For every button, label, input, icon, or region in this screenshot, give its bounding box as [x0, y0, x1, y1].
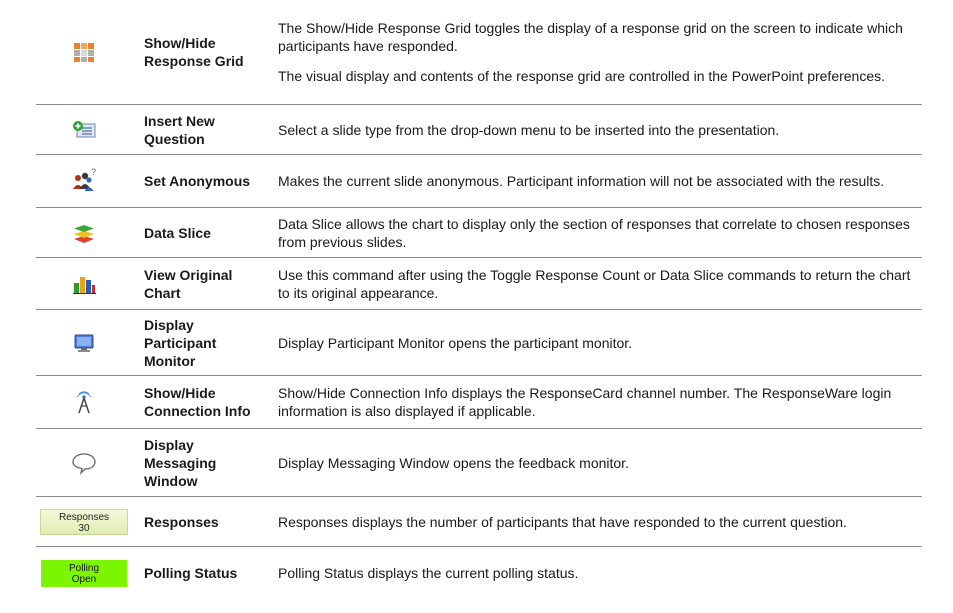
table-row — [36, 0, 922, 105]
svg-text:?: ? — [91, 167, 97, 177]
insert-question-icon — [36, 116, 132, 144]
description-paragraph: The visual display and contents of the response grid are controlled in the PowerPoint preferences. — [278, 68, 886, 84]
description-paragraph: Show/Hide Connection Info displays the ResponseCard channel number. The ResponseWare login information is also displayed if applicable. — [278, 385, 892, 419]
command-description — [270, 334, 922, 352]
description-paragraph: Display Messaging Window opens the feedback monitor. — [278, 454, 629, 471]
table-row — [36, 105, 922, 155]
command-name: Polling Status — [144, 565, 238, 581]
polling-status-indicator — [36, 560, 132, 587]
table-row — [36, 547, 922, 599]
command-description — [270, 19, 922, 85]
polling-badge — [41, 560, 127, 587]
table-row — [36, 208, 922, 258]
badge-label: Polling — [68, 562, 100, 574]
table-row — [36, 155, 922, 208]
command-name: Show/Hide Connection Info — [144, 385, 251, 419]
response-grid-icon — [36, 38, 132, 66]
table-row — [36, 258, 922, 310]
command-description — [270, 564, 922, 582]
command-description — [270, 121, 922, 139]
description-paragraph: Select a slide type from the drop-down menu to be inserted into the presentation. — [278, 121, 780, 138]
command-reference-table — [36, 0, 922, 599]
description-paragraph: The Show/Hide Response Grid toggles the display of a response grid on the screen to indicate which participants have responded. — [278, 20, 903, 54]
description-paragraph: Responses displays the number of participants that have responded to the current question. — [278, 513, 847, 530]
bar-chart-icon — [36, 270, 132, 298]
command-name: Insert New Question — [144, 112, 215, 147]
monitor-icon — [36, 329, 132, 357]
command-name: View Original Chart — [144, 266, 233, 301]
responses-counter — [36, 509, 132, 535]
table-row — [36, 310, 922, 376]
command-name: Show/Hide Response Grid — [144, 35, 244, 69]
responses-badge — [40, 509, 128, 535]
anonymous-people-icon — [36, 167, 132, 195]
command-name: Display Messaging Window — [144, 436, 217, 489]
command-description — [270, 266, 922, 302]
command-description — [270, 384, 922, 420]
description-paragraph: Use this command after using the Toggle Response Count or Data Slice commands to return the chart to its original appearance. — [278, 266, 911, 301]
table-row — [36, 376, 922, 429]
table-row — [36, 429, 922, 497]
command-description — [270, 172, 922, 190]
description-paragraph: Display Participant Monitor opens the participant monitor. — [278, 334, 633, 351]
data-slice-layers-icon — [36, 219, 132, 247]
command-name: Display Participant Monitor — [144, 316, 217, 369]
command-description — [270, 454, 922, 472]
badge-value: 30 — [78, 522, 90, 534]
command-name: Set Anonymous — [144, 173, 251, 189]
speech-bubble-icon — [36, 449, 132, 477]
description-paragraph: Data Slice allows the chart to display only the section of responses that correlate to chosen responses from previous slides. — [278, 215, 910, 250]
table-row — [36, 497, 922, 547]
description-paragraph: Polling Status displays the current polling status. — [278, 565, 579, 581]
badge-value: Open — [71, 573, 97, 585]
command-description — [270, 215, 922, 251]
command-name: Data Slice — [144, 224, 211, 241]
description-paragraph: Makes the current slide anonymous. Participant information will not be associated with the results. — [278, 173, 885, 189]
command-description — [270, 513, 922, 531]
command-name: Responses — [144, 513, 219, 530]
antenna-icon — [36, 388, 132, 416]
badge-label: Responses — [58, 511, 110, 523]
